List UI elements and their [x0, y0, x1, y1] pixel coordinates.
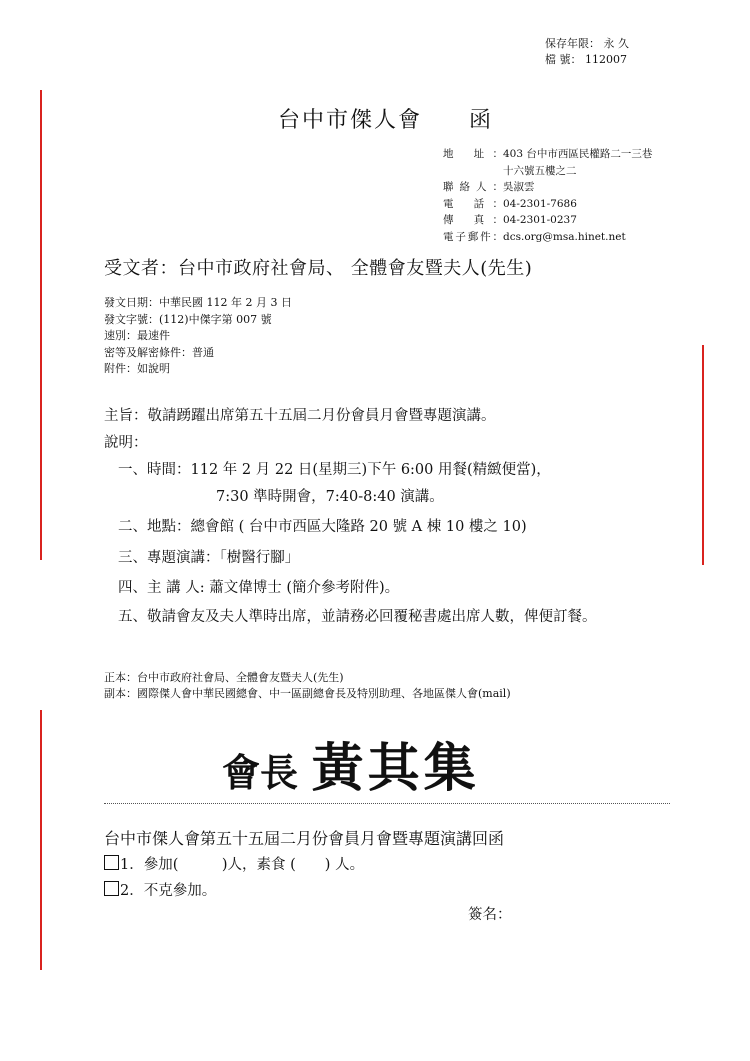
- contact-row: 聯絡人：吳淑雲: [443, 181, 535, 193]
- decline-checkbox[interactable]: [104, 881, 119, 896]
- cut-line: [104, 803, 670, 804]
- dispatch-meta: [104, 295, 292, 378]
- attend-option-label: 1．參加( )人，素食 ( ) 人。: [120, 857, 365, 873]
- signature-name: 黃其集: [311, 739, 480, 799]
- item-location: 二、地點：總會館 ( 台中市西區大隆路 20 號 A 棟 10 樓之 10): [118, 519, 527, 535]
- signature-block: [222, 726, 480, 801]
- reply-option-attend: [104, 853, 364, 874]
- contact-row: 地 址：403 台中市西區民權路二一三巷: [443, 148, 653, 160]
- signature-title: 會長: [222, 751, 299, 795]
- dispatch-date: 發文日期：中華民國 112 年 2 月 3 日: [104, 296, 292, 309]
- item-speaker: 四、主 講 人: 蕭文偉博士 (簡介參考附件)。: [118, 580, 400, 596]
- recipient-line: 受文者：台中市政府社會局、 全體會友暨夫人(先生): [104, 258, 533, 279]
- contact-row: 電 話：04-2301-7686: [443, 197, 577, 210]
- attend-checkbox[interactable]: [104, 855, 119, 870]
- contact-row: 電子郵件：dcs.org@msa.hinet.net: [443, 230, 626, 243]
- attachment: 附件：如說明: [104, 362, 170, 375]
- file-number-value: 112007: [585, 53, 627, 66]
- item-lecture-topic: 三、專題演講：「樹醫行腳」: [118, 550, 300, 566]
- binding-margin-mark-right: [702, 345, 704, 565]
- organization-name: 台中市傑人會: [278, 108, 423, 133]
- reply-option-decline: [104, 879, 216, 900]
- subject-line: 主旨：敬請踴躍出席第五十五屆二月份會員月會暨專題演講。: [104, 408, 496, 424]
- item-time-continued: 7:30 準時開會，7:40-8:40 演講。: [216, 489, 444, 505]
- contact-row: 十六號五樓之二: [503, 164, 577, 177]
- document-type: 函: [469, 108, 494, 133]
- item-time: 一、時間：112 年 2 月 22 日(星期三)下午 6:00 用餐(精緻便當)，: [118, 462, 551, 478]
- binding-margin-mark-top: [40, 90, 42, 560]
- contact-block: [443, 146, 652, 245]
- decline-option-label: 2．不克參加。: [120, 883, 217, 899]
- file-number-label: 檔 號：: [545, 53, 582, 66]
- signature-label: 簽名：: [468, 907, 512, 923]
- copy-recipients: 副本：國際傑人會中華民國總會、中一區副總會長及特別助理、各地區傑人會(mail): [104, 687, 511, 700]
- retention-label: 保存年限：: [545, 37, 600, 50]
- reply-title: 台中市傑人會第五十五屆二月份會員月會暨專題演講回函: [104, 829, 505, 848]
- explanation-label: 說明：: [104, 435, 148, 451]
- file-number: [545, 53, 627, 67]
- urgency: 速別：最速件: [104, 329, 170, 342]
- original-recipients: 正本：台中市政府社會局、全體會友暨夫人(先生): [104, 671, 344, 684]
- letter-title: [278, 103, 493, 134]
- binding-margin-mark-bottom: [40, 710, 42, 970]
- item-attendance-request: 五、敬請會友及夫人準時出席，並請務必回覆秘書處出席人數，俾便訂餐。: [118, 609, 597, 625]
- retention-value: 永 久: [603, 37, 629, 50]
- retention-period: [545, 37, 629, 51]
- confidentiality: 密等及解密條件：普通: [104, 345, 214, 359]
- contact-row: 傳 真：04-2301-0237: [443, 214, 577, 226]
- dispatch-number: 發文字號：(112)中傑字第 007 號: [104, 312, 272, 326]
